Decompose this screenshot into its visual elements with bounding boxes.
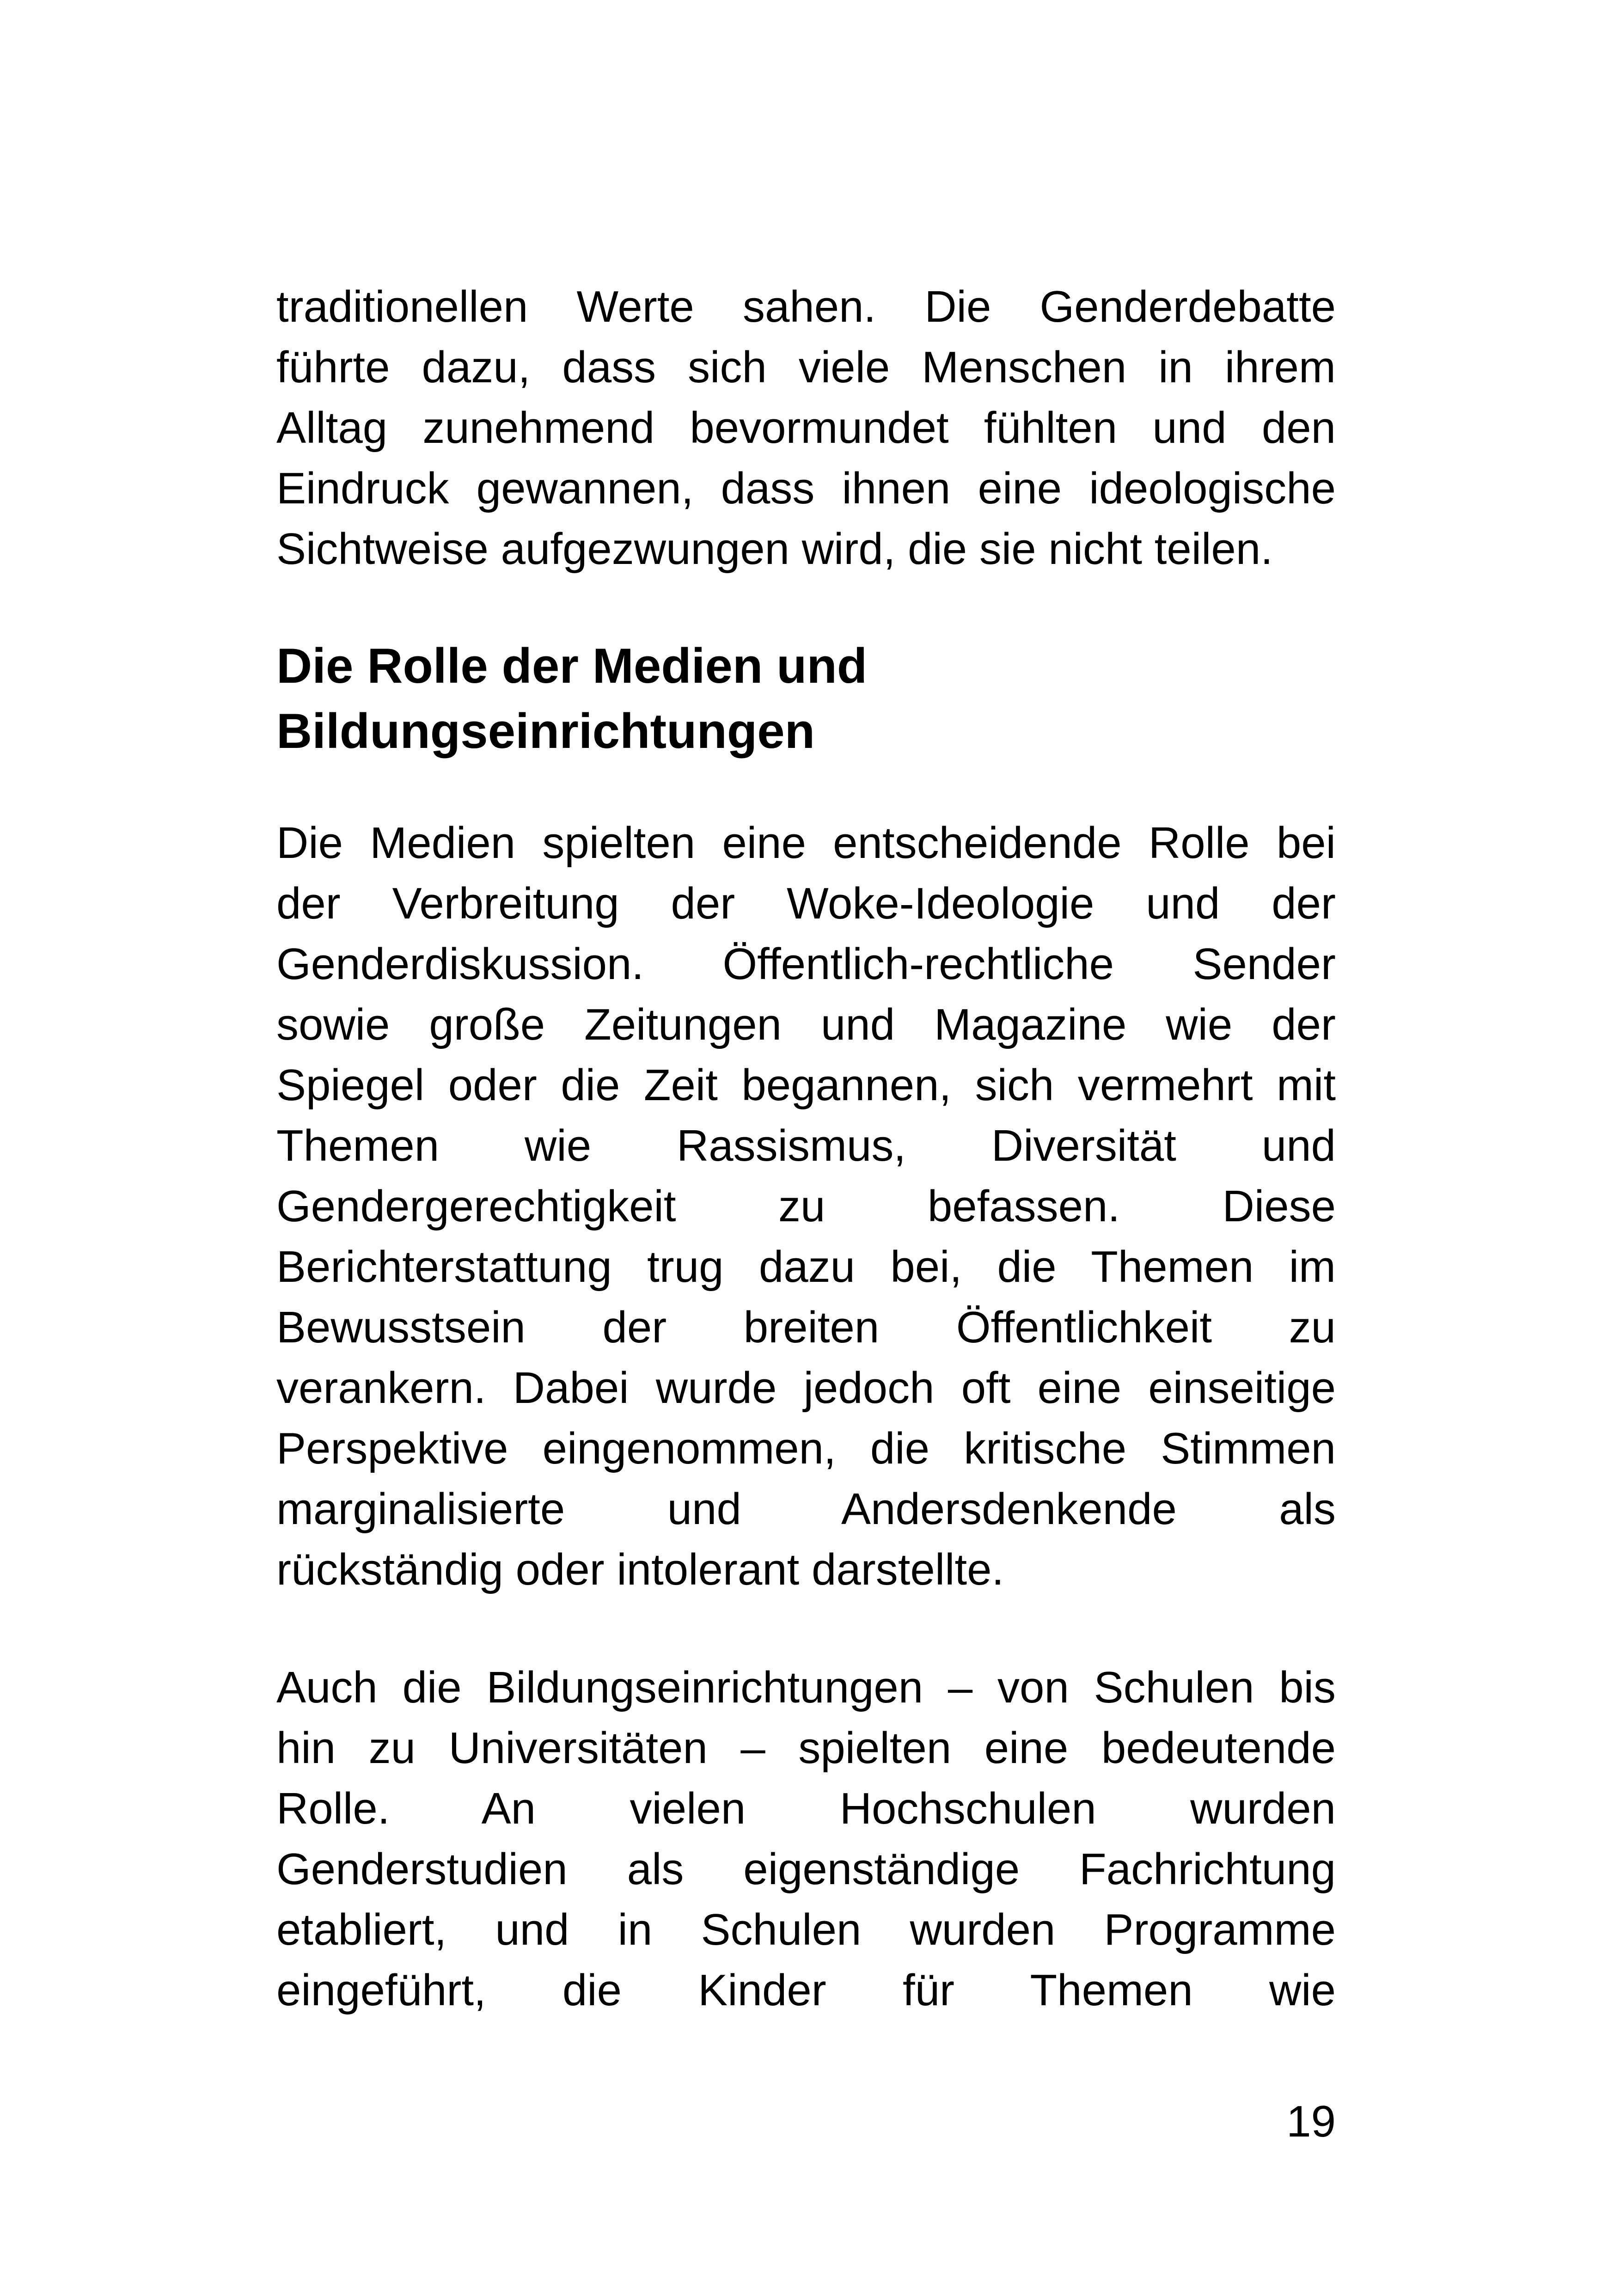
text-line: Berichterstattung trug dazu bei, die Themen im (276, 1242, 1336, 1292)
text-line: Themen wie Rassismus, Diversität und (276, 1121, 1336, 1170)
text-line: Perspektive eingenommen, die kritische Stimmen (276, 1424, 1336, 1473)
heading-line: Die Rolle der Medien und (276, 638, 868, 693)
text-line: sowie große Zeitungen und Magazine wie der (276, 1000, 1336, 1049)
text-line: führte dazu, dass sich viele Menschen in ihrem (276, 343, 1336, 392)
text-line: Genderstudien als eigenständige Fachrichtung (276, 1844, 1336, 1894)
paragraph-education (276, 1657, 1336, 2020)
text-line: Gendergerechtigkeit zu befassen. Diese (276, 1182, 1336, 1231)
section-heading (276, 633, 1336, 764)
page-number: 19 (1286, 2097, 1336, 2146)
text-line: eingeführt, die Kinder für Themen wie (276, 1965, 1336, 2015)
text-line: Die Medien spielten eine entscheidende Rolle bei (276, 818, 1336, 868)
text-line: Rolle. An vielen Hochschulen wurden (276, 1784, 1336, 1833)
text-line: rückständig oder intolerant darstellte. (276, 1545, 1004, 1594)
text-line: Auch die Bildungseinrichtungen – von Schulen bis (276, 1663, 1336, 1712)
text-line: etabliert, und in Schulen wurden Programme (276, 1905, 1336, 1954)
text-line: marginalisierte und Andersdenkende als (276, 1484, 1336, 1534)
text-line: traditionellen Werte sahen. Die Genderdebatte (276, 282, 1336, 331)
text-line: Eindruck gewannen, dass ihnen eine ideologische (276, 464, 1336, 513)
text-line: Alltag zunehmend bevormundet fühlten und den (276, 403, 1336, 453)
paragraph-media (276, 813, 1336, 1600)
paragraph-intro (276, 276, 1336, 579)
text-line: Spiegel oder die Zeit begannen, sich vermehrt mit (276, 1060, 1336, 1110)
text-line: der Verbreitung der Woke-Ideologie und der (276, 879, 1336, 928)
text-line: hin zu Universitäten – spielten eine bedeutende (276, 1723, 1336, 1773)
heading-line: Bildungseinrichtungen (276, 703, 815, 759)
text-line: verankern. Dabei wurde jedoch oft eine einseitige (276, 1363, 1336, 1413)
text-line: Genderdiskussion. Öffentlich-rechtliche Sender (276, 939, 1336, 989)
text-line: Bewusstsein der breiten Öffentlichkeit zu (276, 1303, 1336, 1352)
text-line: Sichtweise aufgezwungen wird, die sie nicht teilen. (276, 524, 1273, 574)
